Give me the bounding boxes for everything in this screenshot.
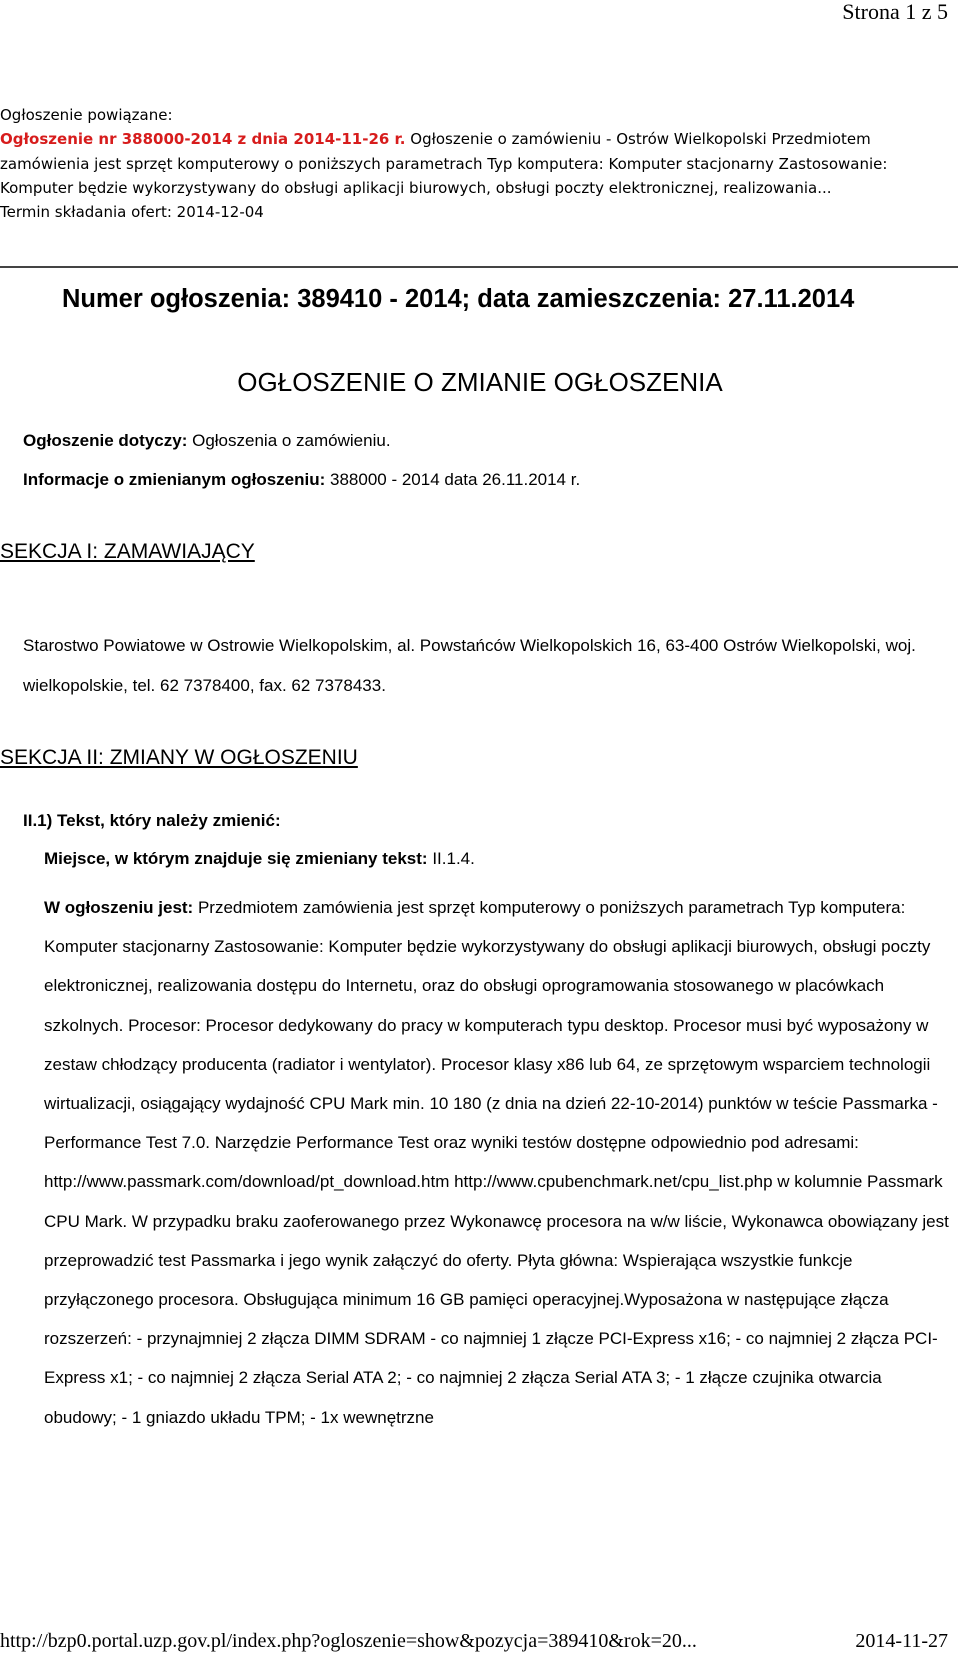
changed-notice-info-label: Informacje o zmienianym ogłoszeniu:	[23, 470, 326, 489]
current-notice-text	[44, 888, 954, 1437]
footer-date: 2014-11-27	[855, 1630, 948, 1652]
notice-number: Numer ogłoszenia: 389410 - 2014; data zamieszczenia: 27.11.2014	[62, 285, 855, 313]
current-notice-body: Przedmiotem zamówienia jest sprzęt komputerowy o poniższych parametrach Typ komputera: Komputer stacjonarny Zastosowanie: Komputer będzie wykorzystywany do obsługi aplikacji biurowych, obsługi poczty elektronicznej, realizowania dostępu do Internetu, oraz do obsługi oprogramowania stosowanego w placówkach szkolnych. Procesor: Procesor dedykowany do pracy w komputerach typu desktop. Procesor musi być wyposażony w zestaw chłodzący producenta (radiator i wentylator). Procesor klasy x86 lub 64, ze sprzętowym wsparciem technologii wirtualizacji, osiągający wydajność CPU Mark min. 10 180 (z dnia na dzień 22-10-2014) punktów w teście Passmarka - Performance Test 7.0. Narzędzie Performance Test oraz wyniki testów dostępne odpowiednio pod adresami: http://www.passmark.com/download/pt_download.htm http://www.cpubenchmark.net/cpu_list.php w kolumnie Passmark CPU Mark. W przypadku braku zaoferowanego przez Wykonawcę procesora na w/w liście, Wykonawca obowiązany jest przeprowadzić test Passmarka i jego wynik załączyć do oferty. Płyta główna: Wspierająca wszystkie funkcje przyłączonego procesora. Obsługująca minimum 16 GB pamięci operacyjnej.Wyposażona w następujące złącza rozszerzeń: - przynajmniej 2 złącza DIMM SDRAM - co najmniej 1 złącze PCI-Express x16; - co najmniej 2 złącza PCI-Express x1; - co najmniej 2 złącza Serial ATA 2; - co najmniej 2 złącza Serial ATA 3; - 1 złącze czujnika otwarcia obudowy; - 1 gniazdo układu TPM; - 1x wewnętrzne	[44, 898, 949, 1427]
related-deadline: Termin składania ofert: 2014-12-04	[0, 203, 264, 222]
change-location	[44, 848, 475, 870]
divider	[0, 266, 958, 268]
changed-notice-info-value: 388000 - 2014 data 26.11.2014 r.	[325, 470, 581, 489]
change-label: II.1) Tekst, który należy zmienić:	[23, 811, 281, 830]
page-number: Strona 1 z 5	[842, 0, 948, 24]
related-summary-text: Ogłoszenie o zamówieniu - Ostrów Wielkopolski Przedmiotem zamówienia jest sprzęt komputerowy o poniższych parametrach Typ komputera: Komputer stacjonarny Zastosowanie: Komputer będzie wykorzystywany do obsługi aplikacji biurowych, obsługi poczty elektronicznej, realizowania...	[0, 130, 888, 197]
related-label: Ogłoszenie powiązane:	[0, 106, 173, 124]
related-notice-link[interactable]: Ogłoszenie nr 388000-2014 z dnia 2014-11-26 r.	[0, 130, 406, 149]
section-1-heading: SEKCJA I: ZAMAWIAJĄCY	[0, 540, 255, 563]
current-notice-label: W ogłoszeniu jest:	[44, 898, 194, 917]
contracting-authority-address: Starostwo Powiatowe w Ostrowie Wielkopolskim, al. Powstańców Wielkopolskich 16, 63-400 Ostrów Wielkopolski, woj. wielkopolskie, tel. 62 7378400, fax. 62 7378433.	[23, 636, 916, 695]
notice-concerns-value: Ogłoszenia o zamówieniu.	[187, 431, 391, 450]
related-notice	[0, 103, 940, 224]
change-location-label: Miejsce, w którym znajduje się zmieniany tekst:	[44, 849, 428, 868]
notice-concerns	[23, 430, 391, 452]
notice-concerns-label: Ogłoszenie dotyczy:	[23, 431, 188, 450]
footer-url: http://bzp0.portal.uzp.gov.pl/index.php?ogloszenie=show&pozycja=389410&rok=20...	[0, 1630, 697, 1652]
change-location-value: II.1.4.	[427, 849, 475, 868]
related-summary	[0, 127, 940, 200]
document-title: OGŁOSZENIE O ZMIANIE OGŁOSZENIA	[237, 367, 723, 397]
changed-notice-info	[23, 469, 580, 491]
section-2-heading: SEKCJA II: ZMIANY W OGŁOSZENIU	[0, 746, 358, 769]
